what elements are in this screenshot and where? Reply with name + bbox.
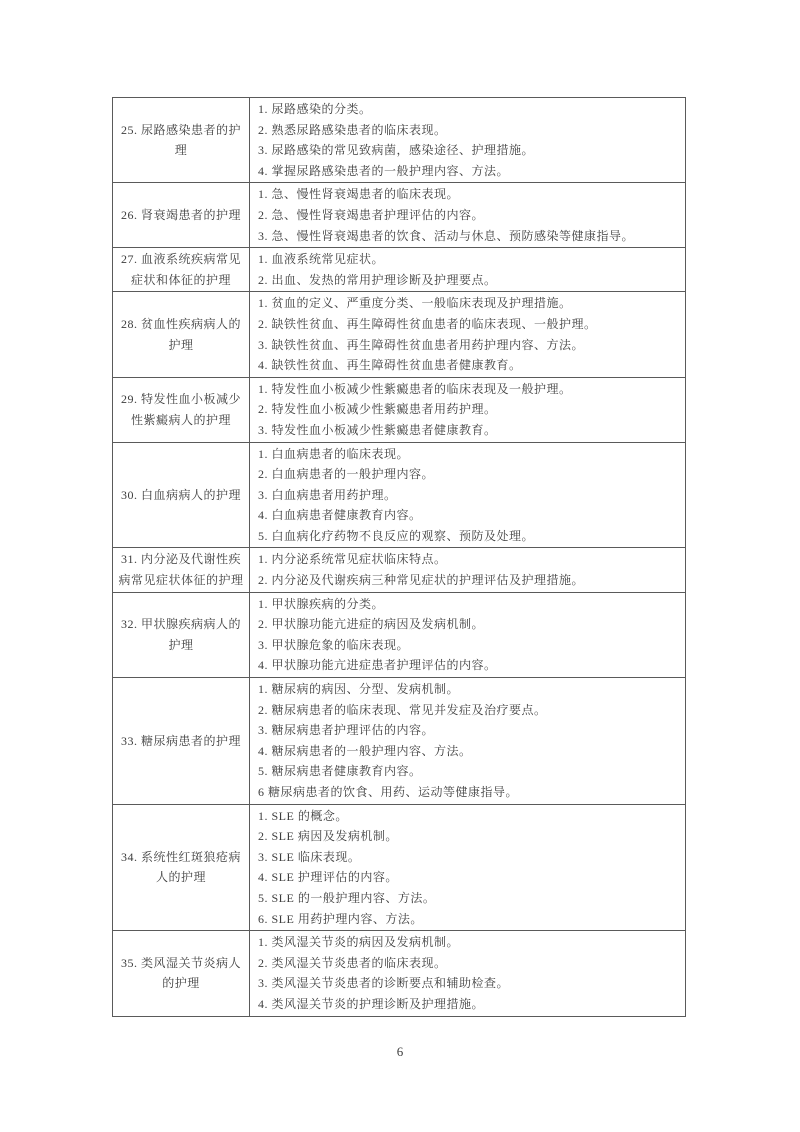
row-items [250, 442, 686, 548]
table-row [113, 183, 686, 248]
row-item: 1. 血液系统常见症状。 [258, 252, 385, 267]
row-title: 31. 内分泌及代谢性疾病常见症状体征的护理 [113, 548, 250, 592]
row-item: 2. 缺铁性贫血、再生障碍性贫血患者的临床表现、一般护理。 [258, 316, 597, 331]
row-item: 3. 类风湿关节炎患者的诊断要点和辅助检查。 [258, 976, 510, 991]
row-item: 3. 尿路感染的常见致病菌，感染途径、护理措施。 [258, 143, 535, 158]
row-item: 4. 掌握尿路感染患者的一般护理内容、方法。 [258, 163, 510, 178]
row-item: 1. 类风湿关节炎的病因及发病机制。 [258, 935, 460, 950]
row-title: 32. 甲状腺疾病病人的护理 [113, 592, 250, 677]
row-item: 4. 甲状腺功能亢进症患者护理评估的内容。 [258, 658, 497, 673]
row-items [250, 292, 686, 377]
row-item: 2. 甲状腺功能亢进症的病因及发病机制。 [258, 617, 485, 632]
row-item: 1. 糖尿病的病因、分型、发病机制。 [258, 682, 460, 697]
row-item: 6 糖尿病患者的饮食、用药、运动等健康指导。 [258, 785, 519, 799]
row-title: 26. 肾衰竭患者的护理 [113, 183, 250, 248]
row-item: 1. SLE 的概念。 [258, 808, 348, 823]
table-row [113, 548, 686, 592]
row-item: 5. SLE 的一般护理内容、方法。 [258, 890, 436, 905]
table-row [113, 678, 686, 805]
row-item: 4. 白血病患者健康教育内容。 [258, 508, 422, 523]
row-item: 1. 内分泌系统常见症状临床特点。 [258, 552, 447, 567]
row-item: 2. 急、慢性肾衰竭患者护理评估的内容。 [258, 207, 485, 222]
table-row [113, 248, 686, 292]
table-row [113, 442, 686, 548]
row-items [250, 377, 686, 442]
row-title: 27. 血液系统疾病常见症状和体征的护理 [113, 248, 250, 292]
table-row [113, 292, 686, 377]
row-title: 30. 白血病病人的护理 [113, 442, 250, 548]
row-items [250, 804, 686, 931]
row-items [250, 931, 686, 1016]
row-item: 3. 特发性血小板减少性紫癜患者健康教育。 [258, 422, 497, 437]
table-row [113, 931, 686, 1016]
row-item: 1. 特发性血小板减少性紫癜患者的临床表现及一般护理。 [258, 381, 572, 396]
row-item: 5. 白血病化疗药物不良反应的观察、预防及处理。 [258, 528, 535, 543]
row-items [250, 548, 686, 592]
row-items [250, 678, 686, 805]
row-title: 25. 尿路感染患者的护理 [113, 98, 250, 183]
row-item: 5. 糖尿病患者健康教育内容。 [258, 764, 422, 779]
row-item: 3. SLE 临床表现。 [258, 849, 361, 864]
row-item: 1. 白血病患者的临床表现。 [258, 446, 410, 461]
row-item: 3. 白血病患者用药护理。 [258, 487, 397, 502]
row-item: 1. 甲状腺疾病的分类。 [258, 596, 385, 611]
row-item: 3. 缺铁性贫血、再生障碍性贫血患者用药护理内容、方法。 [258, 337, 585, 352]
row-item: 2. 白血病患者的一般护理内容。 [258, 467, 435, 482]
row-title: 29. 特发性血小板减少性紫癜病人的护理 [113, 377, 250, 442]
row-items [250, 183, 686, 248]
page-number: 6 [396, 1044, 404, 1059]
table-row [113, 98, 686, 183]
row-item: 4. 缺铁性贫血、再生障碍性贫血患者健康教育。 [258, 358, 522, 373]
row-item: 2. 糖尿病患者的临床表现、常见并发症及治疗要点。 [258, 702, 547, 717]
row-title: 28. 贫血性疾病病人的护理 [113, 292, 250, 377]
row-title: 35. 类风湿关节炎病人的护理 [113, 931, 250, 1016]
row-items [250, 98, 686, 183]
row-item: 3. 甲状腺危象的临床表现。 [258, 637, 410, 652]
syllabus-table-body [113, 98, 686, 1017]
row-item: 2. SLE 病因及发病机制。 [258, 829, 398, 844]
row-item: 2. 类风湿关节炎患者的临床表现。 [258, 955, 447, 970]
table-row [113, 592, 686, 677]
row-title: 33. 糖尿病患者的护理 [113, 678, 250, 805]
table-row [113, 377, 686, 442]
row-items [250, 592, 686, 677]
table-row [113, 804, 686, 931]
row-item: 2. 内分泌及代谢疾病三种常见症状的护理评估及护理措施。 [258, 573, 585, 588]
row-item: 2. 特发性血小板减少性紫癜患者用药护理。 [258, 402, 497, 417]
row-item: 2. 熟悉尿路感染患者的临床表现。 [258, 122, 447, 137]
row-items [250, 248, 686, 292]
row-item: 3. 糖尿病患者护理评估的内容。 [258, 723, 435, 738]
row-item: 1. 尿路感染的分类。 [258, 102, 372, 116]
row-item: 1. 贫血的定义、严重度分类、一般临床表现及护理措施。 [258, 296, 572, 311]
row-item: 4. SLE 护理评估的内容。 [258, 870, 398, 885]
row-item: 3. 急、慢性肾衰竭患者的饮食、活动与休息、预防感染等健康指导。 [258, 228, 635, 243]
row-item: 4. 糖尿病患者的一般护理内容、方法。 [258, 743, 472, 758]
syllabus-table [112, 97, 686, 1017]
row-item: 4. 类风湿关节炎的护理诊断及护理措施。 [258, 996, 485, 1011]
row-item: 6. SLE 用药护理内容、方法。 [258, 911, 423, 926]
row-item: 1. 急、慢性肾衰竭患者的临床表现。 [258, 187, 460, 202]
row-title: 34. 系统性红斑狼疮病人的护理 [113, 804, 250, 931]
row-item: 2. 出血、发热的常用护理诊断及护理要点。 [258, 272, 497, 287]
